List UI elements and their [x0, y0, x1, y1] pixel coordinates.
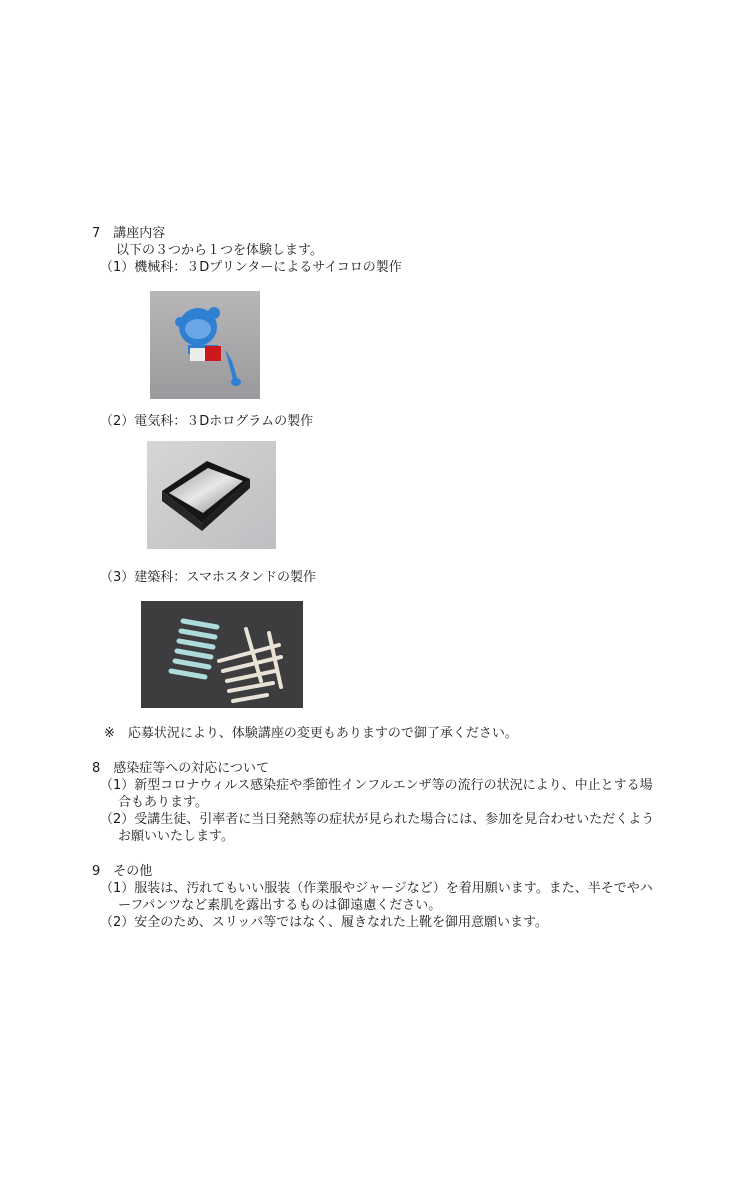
section-9-item-1: （1）服装は、汚れてもいい服装（作業服やジャージなど）を着用願います。また、半そでやハ: [100, 881, 653, 896]
item-architecture-label: （3）建築科：スマホスタンドの製作: [100, 570, 317, 585]
item-electrical-label: （2）電気科：３Dホログラムの製作: [100, 414, 314, 429]
hologram-photo: [147, 441, 276, 549]
dice-3d-print-photo: [150, 291, 260, 399]
section-9-item-2: （2）安全のため、スリッパ等ではなく、履きなれた上靴を御用意願います。: [100, 915, 548, 930]
section-9-item-1-cont: ーフパンツなど素肌を露出するものは御遠慮ください。: [118, 898, 442, 913]
section-7-note: ※ 応募状況により、体験講座の変更もありますので御了承ください。: [104, 726, 518, 741]
section-8-item-1: （1）新型コロナウィルス感染症や季節性インフルエンザ等の流行の状況により、中止とする場: [100, 778, 653, 793]
section-7-heading: 7 講座内容: [92, 226, 166, 241]
section-7-intro: 以下の３つから１つを体験します。: [116, 243, 323, 258]
item-mechanical-label: （1）機械科：３Dプリンターによるサイコロの製作: [100, 260, 402, 275]
section-8-item-2: （2）受講生徒、引率者に当日発熱等の症状が見られた場合には、参加を見合わせいただくよう: [100, 812, 655, 827]
phone-stand-photo: [141, 601, 303, 708]
section-8-item-2-cont: お願いいたします。: [118, 829, 234, 844]
section-9-heading: 9 その他: [92, 864, 153, 879]
section-8-item-1-cont: 合もあります。: [118, 795, 208, 810]
section-8-heading: 8 感染症等への対応について: [92, 761, 270, 776]
